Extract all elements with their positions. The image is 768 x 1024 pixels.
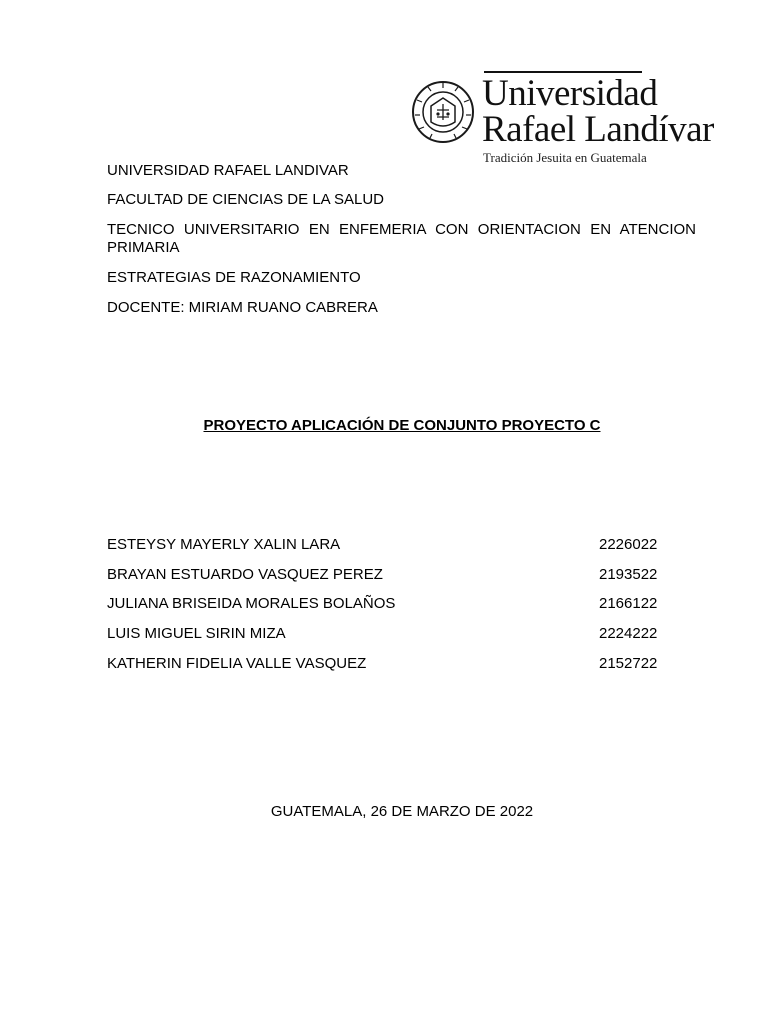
document-title: PROYECTO APLICACIÓN DE CONJUNTO PROYECTO C — [203, 417, 601, 434]
student-code: 2152722 — [599, 655, 658, 672]
faculty-name: FACULTAD DE CIENCIAS DE LA SALUD — [107, 191, 385, 208]
student-name: LUIS MIGUEL SIRIN MIZA — [107, 625, 286, 642]
student-name: BRAYAN ESTUARDO VASQUEZ PEREZ — [107, 566, 383, 583]
student-code: 2224222 — [599, 625, 658, 642]
student-row — [107, 655, 667, 673]
student-code: 2166122 — [599, 595, 658, 612]
student-row — [107, 566, 667, 584]
logo-tagline: Tradición Jesuita en Guatemala — [483, 150, 647, 165]
course-name: ESTRATEGIAS DE RAZONAMIENTO — [107, 269, 361, 286]
place-date: GUATEMALA, 26 DE MARZO DE 2022 — [270, 803, 534, 820]
student-name: KATHERIN FIDELIA VALLE VASQUEZ — [107, 655, 367, 672]
student-name: ESTEYSY MAYERLY XALIN LARA — [107, 536, 341, 553]
student-row — [107, 536, 667, 554]
logo-name-line1: Universidad — [482, 73, 658, 114]
program-name: TECNICO UNIVERSITARIO EN ENFEMERIA CON ORIENTACION EN ATENCION PRIMARIA — [107, 221, 696, 256]
logo-name-line2: Rafael Landívar — [482, 109, 714, 150]
student-name: JULIANA BRISEIDA MORALES BOLAÑOS — [107, 595, 396, 612]
university-logo — [410, 70, 714, 170]
student-code: 2226022 — [599, 536, 658, 553]
university-seal-icon — [410, 70, 480, 160]
student-row — [107, 595, 667, 613]
student-code: 2193522 — [599, 566, 658, 583]
teacher-name: DOCENTE: MIRIAM RUANO CABRERA — [107, 299, 378, 316]
university-name: UNIVERSIDAD RAFAEL LANDIVAR — [107, 162, 349, 179]
student-row — [107, 625, 667, 643]
